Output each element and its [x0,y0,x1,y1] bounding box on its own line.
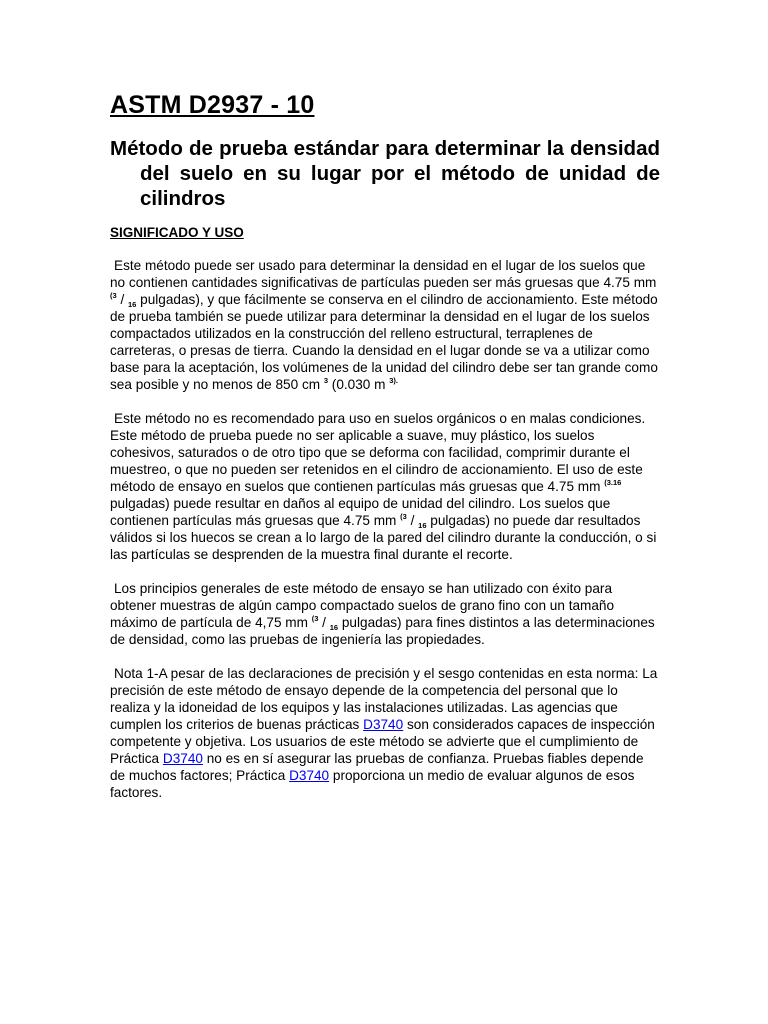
paragraph-2: Este método no es recomendado para uso en suelos orgánicos o en malas condiciones. Este método de prueba puede no ser aplicable a suave, muy plástico, los suelos cohesivos, saturados o de otro tipo que se deforma con facilidad, comprimir durante el muestreo, o que no pueden ser retenidos en el cilindro de accionamiento. El uso de este método de ensayo en suelos que contienen partículas más gruesas que 4.75 mm $^{(3.16}$ pulgadas) puede resultar en daños al equipo de unidad del cilindro. Los suelos que contienen partículas más gruesas que 4.75 mm $^{(3}$ / $_{16}$ pulgadas) no puede dar resultados válidos si los huecos se crean a lo largo de la pared del cilindro durante la conducción, o si las partículas se desprenden de la muestra final durante el recorte. [110,411,657,562]
document-title: ASTM D2937 - 10 [110,91,315,119]
section-heading: SIGNIFICADO Y USO [110,225,244,240]
document-page [110,88,660,818]
link-d3740[interactable]: D3740 [162,751,203,766]
link-d3740[interactable]: D3740 [363,717,404,732]
paragraph-4-note: Nota 1-A pesar de las declaraciones de precisión y el sesgo contenidas en esta norma: La precisión de este método de ensayo depende de la competencia del personal que lo realiza y la idoneidad de los equipos y las instalaciones utilizadas. Las agencias que cumplen los criterios de buenas prácticas D3740 son considerados capaces de inspección competente y objetiva. Los usuarios de este método se advierte que el cumplimiento de Práctica D3740 no es en sí asegurar las pruebas de confianza. Pruebas fiables depende de muchos factores; Práctica D3740 proporciona un medio de evaluar algunos de esos factores. [110,666,658,800]
paragraph-3: Los principios generales de este método de ensayo se han utilizado con éxito para obtener muestras de algún campo compactado suelos de grano fino con un tamaño máximo de partícula de 4,75 mm $^{(3}$ / $_{16}$ pulgadas) para fines distintos a las determinaciones de densidad, como las pruebas de ingeniería las propiedades. [110,581,655,647]
document-subtitle: Método de prueba estándar para determinar la densidad del suelo en su lugar por el método de unidad de cilindros [110,137,660,210]
paragraph-1: Este método puede ser usado para determinar la densidad en el lugar de los suelos que no contienen cantidades significativas de partículas pueden ser más gruesas que 4.75 mm $^{(3}$ / $_{16}$ pulgadas), y que fácilmente se conserva en el cilindro de accionamiento. Este método de prueba también se puede utilizar para determinar la densidad en el lugar de los suelos compactados utilizados en la construcción del relleno estructural, terraplenes de carreteras, o presas de tierra. Cuando la densidad en el lugar donde se va a utilizar como base para la aceptación, los volúmenes de la unidad del cilindro debe ser tan grande como sea posible y no menos de 850 cm $^3$ (0.030 m $^{3).}$ [110,258,658,392]
link-d3740[interactable]: D3740 [289,768,330,783]
